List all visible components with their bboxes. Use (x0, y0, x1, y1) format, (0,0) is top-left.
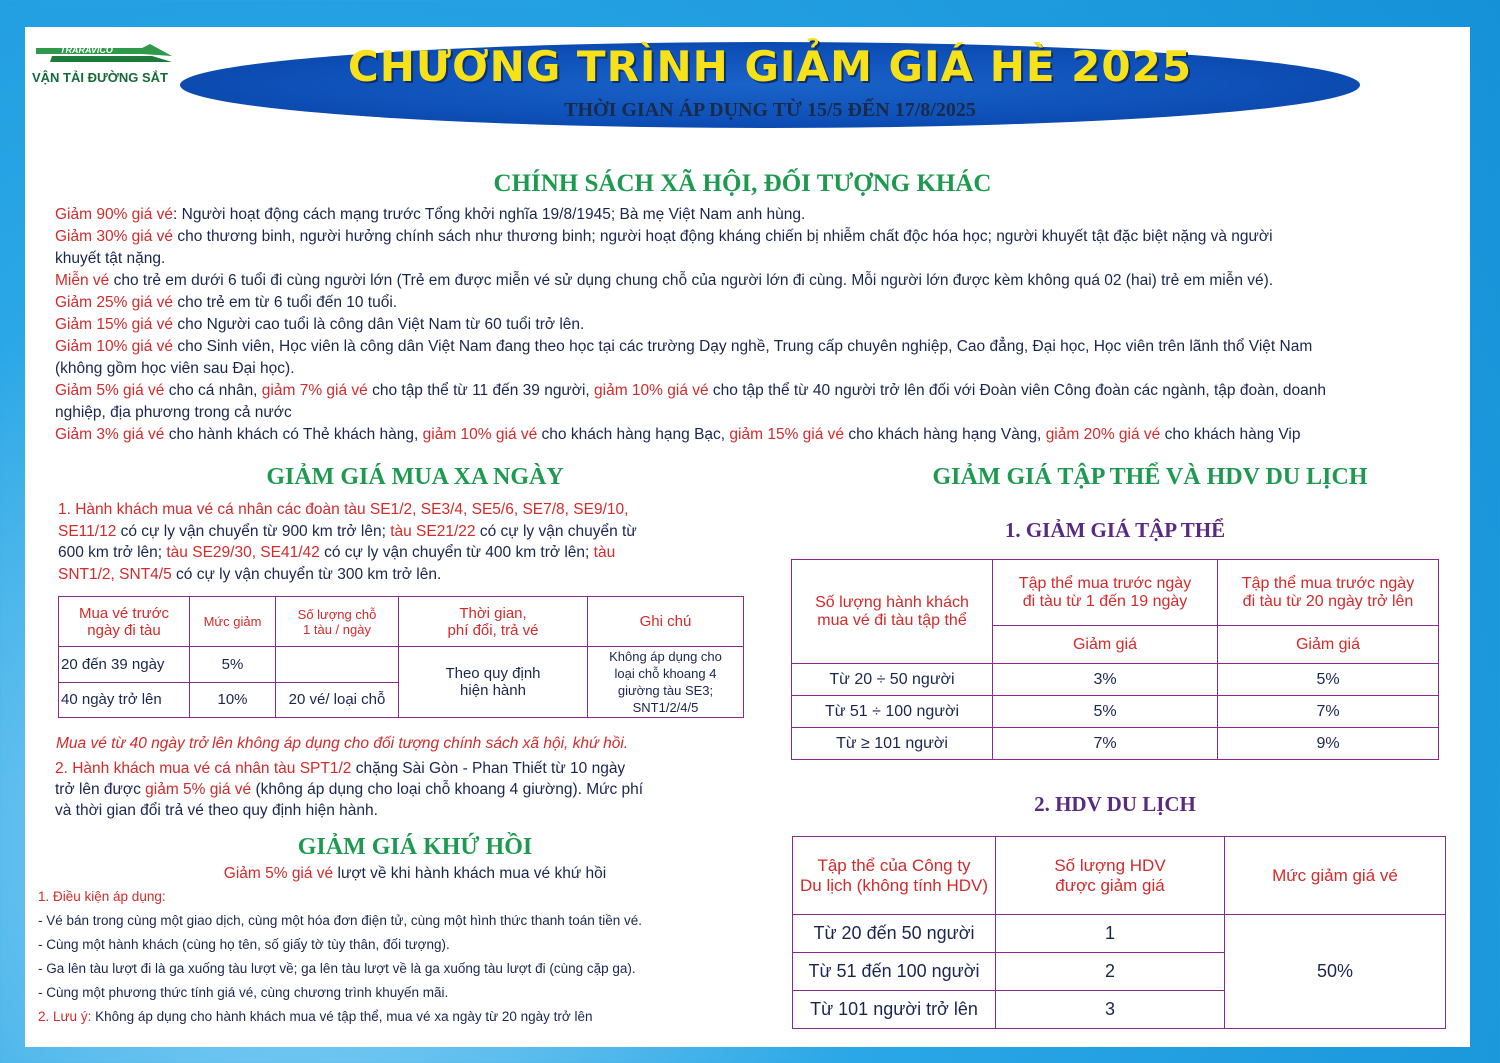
train-code: tàu SE21/22 (390, 522, 476, 540)
col-header: Tập thể mua trước ngày đi tàu từ 1 đến 19 ngày (993, 560, 1218, 626)
policy-text: cho cá nhân, (164, 382, 262, 399)
table-cell: 5% (1218, 664, 1439, 696)
table-cell: Từ 51 ÷ 100 người (792, 696, 993, 728)
early-text: 600 km trở lên; (58, 544, 167, 561)
note-text: Không áp dụng cho hành khách mua vé tập thể, mua vé xa ngày từ 20 ngày trở lên (91, 1009, 593, 1024)
policy-text: cho khách hàng hạng Vàng, (844, 426, 1046, 443)
condition-item: - Ga lên tàu lượt đi là ga xuống tàu lượt về; ga lên tàu lượt về là ga xuống tàu lượt đi (cùng cặp ga). (38, 961, 636, 976)
table-cell: 9% (1218, 728, 1439, 760)
table-cell: 2 (996, 953, 1225, 991)
table-cell: Theo quy định hiện hành (399, 647, 588, 718)
table-cell: 50% (1225, 915, 1446, 1029)
table-cell: Không áp dụng cho loại chỗ khoang 4 giường tàu SE3; SNT1/2/4/5 (588, 647, 744, 718)
policy-text: cho trẻ em từ 6 tuổi đến 10 tuổi. (173, 294, 398, 311)
discount-text: giảm 5% giá vé (145, 781, 252, 798)
discount-text: giảm 7% giá vé (261, 382, 368, 399)
condition-item: - Cùng một hành khách (cùng họ tên, số giấy tờ tùy thân, đối tượng). (38, 937, 450, 952)
col-header: Ghi chú (588, 597, 744, 647)
policy-text: khuyết tật nặng. (55, 250, 166, 267)
logo-brand-text: TRARAVICO (60, 45, 113, 55)
group-table (791, 559, 1439, 760)
condition-item: - Cùng một phương thức tính giá vé, cùng chương trình khuyến mãi. (38, 985, 449, 1000)
group-heading: GIẢM GIÁ TẬP THỂ VÀ HDV DU LỊCH (932, 464, 1368, 490)
discount-text: Giảm 5% giá vé (55, 382, 165, 399)
table-cell: Từ 20 đến 50 người (793, 915, 996, 953)
col-header: Giảm giá (1218, 626, 1439, 664)
policy-text: cho thương binh, người hưởng chính sách như thương binh; người hoạt động kháng chiến bị nhiễm chất độc hóa học; người khuyết tật đặc biệt nặng và người (173, 228, 1273, 245)
early-heading: GIẢM GIÁ MUA XA NGÀY (266, 464, 564, 490)
social-policy-list (55, 204, 1455, 446)
roundtrip-conditions (38, 885, 758, 1029)
early-note: Mua vé từ 40 ngày trở lên không áp dụng cho đối tượng chính sách xã hội, khứ hồi. (56, 735, 629, 752)
table-cell: 3% (993, 664, 1218, 696)
logo-caption: VẬN TẢI ĐƯỜNG SẮT (32, 70, 168, 85)
policy-text: cho trẻ em dưới 6 tuổi đi cùng người lớn (Trẻ em được miễn vé sử dụng chung chỗ của người lớn đi cùng. Mỗi người lớn được kèm không quá 02 (hai) trẻ em miễn vé). (109, 272, 1274, 289)
early-text: có cự ly vận chuyển từ (475, 522, 637, 540)
discount-text: Giảm 25% giá vé (55, 294, 174, 311)
col-header: Tập thể của Công ty Du lịch (không tính HDV) (793, 837, 996, 915)
early-paragraph-2 (55, 758, 755, 821)
condition-title: 1. Điều kiện áp dụng: (38, 889, 166, 904)
condition-item: - Vé bán trong cùng một giao dịch, cùng một hóa đơn điện tử, cùng một hình thức thanh toán tiền vé. (38, 913, 643, 928)
table-cell: 3 (996, 991, 1225, 1029)
col-header: Mua vé trước ngày đi tàu (59, 597, 190, 647)
table-row (59, 647, 744, 683)
table-cell: Từ 20 ÷ 50 người (792, 664, 993, 696)
policy-text: cho Người cao tuổi là công dân Việt Nam từ 60 tuổi trở lên. (173, 316, 585, 333)
policy-text: cho khách hàng hạng Bạc, (537, 426, 730, 443)
roundtrip-heading: GIẢM GIÁ KHỨ HỒI (297, 834, 533, 860)
note-label: 2. Lưu ý: (38, 1009, 92, 1024)
policy-text: cho khách hàng Vip (1160, 426, 1301, 443)
page-subtitle: THỜI GIAN ÁP DỤNG TỪ 15/5 ĐẾN 17/8/2025 (564, 99, 976, 121)
policy-text: cho Sinh viên, Học viên là công dân Việt Nam đang theo học tại các trường Dạy nghề, Trung cấp chuyên nghiệp, Cao đẳng, Đại học, Học viên trên lãnh thổ Việt Nam (173, 338, 1313, 355)
table-row (792, 696, 1439, 728)
discount-text: Giảm 30% giá vé (55, 228, 174, 245)
discount-text: giảm 10% giá vé (422, 426, 538, 443)
discount-text: giảm 20% giá vé (1045, 426, 1161, 443)
col-header: Mức giảm giá vé (1225, 837, 1446, 915)
col-header: Số lượng chỗ 1 tàu / ngày (276, 597, 399, 647)
col-header: Số lượng HDV được giảm giá (996, 837, 1225, 915)
table-cell: 5% (993, 696, 1218, 728)
train-code: tàu (593, 544, 616, 561)
discount-text: Miễn vé (55, 272, 110, 289)
group-subheading: 1. GIẢM GIÁ TẬP THỂ (1004, 518, 1226, 542)
discount-text: giảm 15% giá vé (729, 426, 845, 443)
discount-text: Giảm 90% giá vé (55, 206, 174, 223)
table-row (792, 728, 1439, 760)
early-text: (không áp dụng cho loại chỗ khoang 4 giường). Mức phí (251, 781, 644, 798)
discount-text: Giảm 5% giá vé (223, 865, 334, 882)
early-text: có cự ly vận chuyển từ 400 km trở lên; (319, 544, 594, 561)
table-cell: 20 vé/ loại chỗ (276, 682, 399, 718)
roundtrip-text: lượt về khi hành khách mua vé khứ hồi (333, 865, 607, 882)
early-table (58, 596, 744, 718)
social-heading: CHÍNH SÁCH XÃ HỘI, ĐỐI TƯỢNG KHÁC (493, 170, 992, 197)
guide-subheading: 2. HDV DU LỊCH (1034, 792, 1196, 816)
guide-table (792, 836, 1446, 1029)
col-header: Số lượng hành khách mua vé đi tàu tập thể (792, 560, 993, 664)
col-header: Giảm giá (993, 626, 1218, 664)
table-cell: 20 đến 39 ngày (59, 647, 190, 683)
discount-text: giảm 10% giá vé (594, 382, 709, 399)
early-text: có cự ly vận chuyển từ 300 km trở lên. (171, 565, 442, 583)
policy-text: cho tập thể từ 40 người trở lên đối với Đoàn viên Công đoàn các ngành, tập đoàn, doanh (708, 382, 1327, 399)
table-cell (276, 647, 399, 683)
early-paragraph-1 (58, 499, 748, 585)
policy-text: cho tập thể từ 11 đến 39 người, (367, 382, 595, 399)
table-cell: 7% (993, 728, 1218, 760)
early-text: và thời gian đổi trả vé theo quy định hiện hành. (55, 802, 378, 819)
policy-text: nghiệp, địa phương trong cả nước (55, 404, 292, 421)
table-cell: Từ ≥ 101 người (792, 728, 993, 760)
table-row (793, 915, 1446, 953)
table-cell: 7% (1218, 696, 1439, 728)
table-cell: 1 (996, 915, 1225, 953)
discount-text: Giảm 3% giá vé (55, 426, 165, 443)
early-text: trở lên được (55, 781, 146, 798)
table-cell: 40 ngày trở lên (59, 682, 190, 718)
early-text: 1. Hành khách mua vé cá nhân các đoàn tàu SE1/2, SE3/4, SE5/6, SE7/8, SE9/10, (58, 501, 629, 518)
discount-text: Giảm 15% giá vé (55, 316, 174, 333)
policy-text: cho hành khách có Thẻ khách hàng, (164, 426, 423, 443)
table-cell: Từ 51 đến 100 người (793, 953, 996, 991)
table-cell: Từ 101 người trở lên (793, 991, 996, 1029)
train-code: tàu SE29/30, SE41/42 (166, 544, 320, 561)
col-header: Tập thể mua trước ngày đi tàu từ 20 ngày trở lên (1218, 560, 1439, 626)
col-header: Thời gian, phí đổi, trả vé (399, 597, 588, 647)
discount-text: Giảm 10% giá vé (55, 338, 174, 355)
roundtrip-subtitle (55, 863, 775, 885)
policy-text: (không gồm học viên sau Đại học). (55, 360, 295, 377)
early-text: 2. Hành khách mua vé cá nhân tàu SPT1/2 (55, 760, 352, 777)
train-code: SE11/12 (58, 522, 117, 540)
policy-text: : Người hoạt động cách mạng trước Tổng khởi nghĩa 19/8/1945; Bà mẹ Việt Nam anh hùng. (173, 206, 806, 223)
table-cell: 5% (190, 647, 276, 683)
col-header: Mức giảm (190, 597, 276, 647)
early-text: có cự ly vận chuyển từ 900 km trở lên; (116, 522, 391, 540)
table-row (792, 664, 1439, 696)
page-title: CHƯƠNG TRÌNH GIẢM GIÁ HÈ 2025 (347, 42, 1193, 91)
early-text: chặng Sài Gòn - Phan Thiết từ 10 ngày (351, 760, 626, 777)
table-cell: 10% (190, 682, 276, 718)
train-code: SNT1/2, SNT4/5 (58, 565, 172, 583)
